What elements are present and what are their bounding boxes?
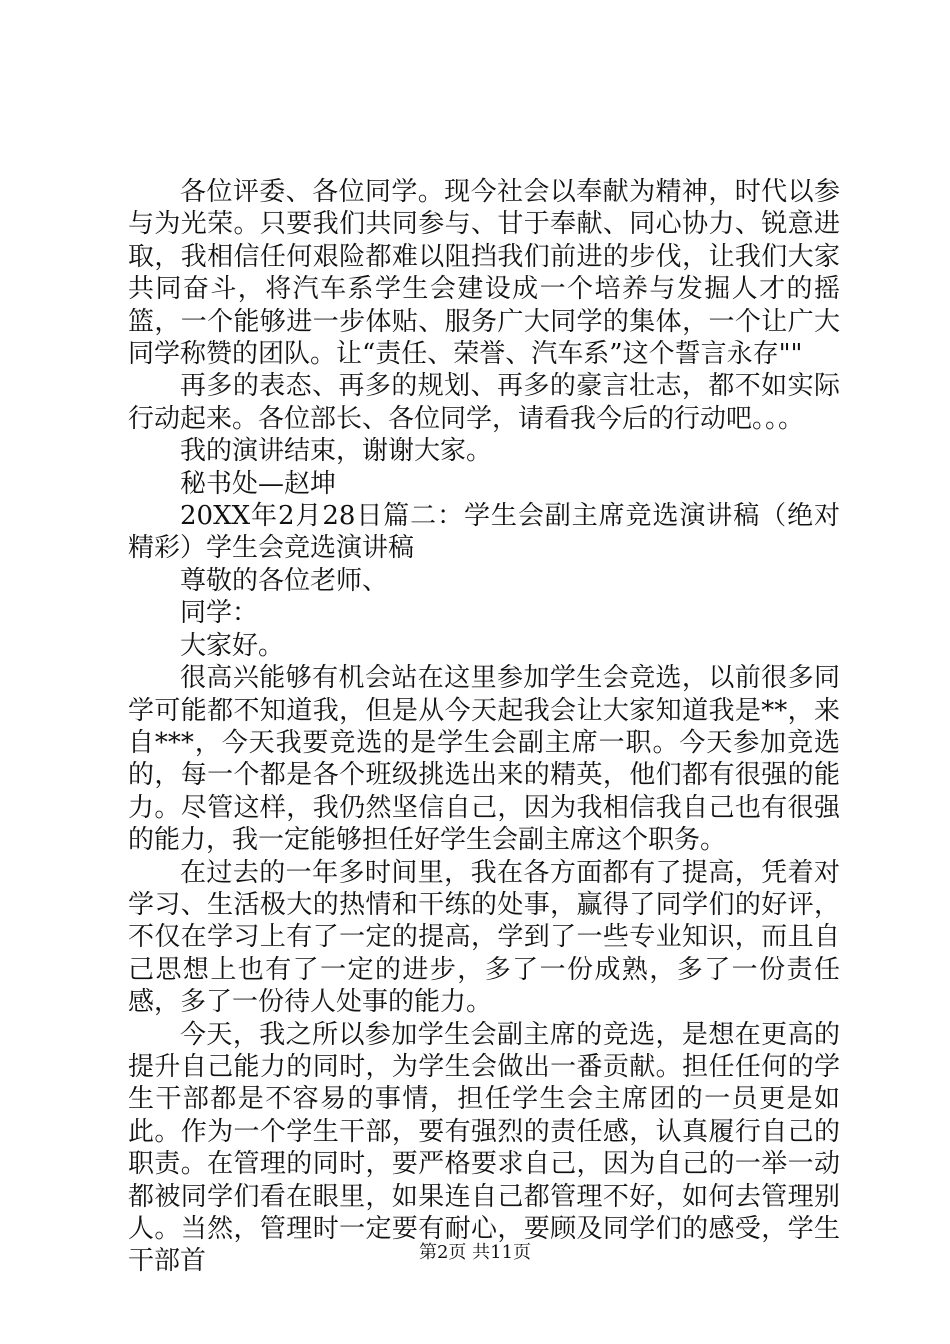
paragraph: 在过去的一年多时间里，我在各方面都有了提高，凭着对学习、生活极大的热情和干练的处事，赢得了同学们的好评，不仅在学习上有了一定的提高，学到了一些专业知识，而且自己思想上也有了一定的进步，多了一份成熟，多了一份责任感，多了一份待人处事的能力。 <box>128 857 840 1018</box>
paragraph: 今天，我之所以参加学生会副主席的竞选，是想在更高的提升自己能力的同时，为学生会做出一番贡献。担任任何的学生干部都是不容易的事情，担任学生会主席团的一员更是如此。作为一个学生干部，要有强烈的责任感，认真履行自己的职责。在管理的同时，要严格要求自己，因为自己的一举一动都被同学们看在眼里，如果连自己都管理不好，如何去管理别人。当然，管理时一定要有耐心，要顾及同学们的感受，学生干部首 <box>128 1019 840 1277</box>
paragraph: 20XX年2月28日篇二：学生会副主席竞选演讲稿（绝对精彩）学生会竞选演讲稿 <box>128 501 840 564</box>
paragraph: 很高兴能够有机会站在这里参加学生会竞选，以前很多同学可能都不知道我，但是从今天起我会让大家知道我是**，来自***，今天我要竞选的是学生会副主席一职。今天参加竞选的，每一个都是各个班级挑选出来的精英，他们都有很强的能力。尽管这样，我仍然坚信自己，因为我相信我自己也有很强的能力，我一定能够担任好学生会副主席这个职务。 <box>128 663 840 856</box>
paragraph: 再多的表态、再多的规划、再多的豪言壮志，都不如实际行动起来。各位部长、各位同学，请看我今后的行动吧。。。 <box>128 371 840 434</box>
paragraph: 秘书处—赵坤 <box>180 468 337 499</box>
paragraph: 同学： <box>180 598 259 629</box>
page-number-footer: 第2页 共11页 <box>418 1242 532 1263</box>
paragraph: 我的演讲结束，谢谢大家。 <box>180 436 493 467</box>
paragraph: 各位评委、各位同学。现今社会以奉献为精神，时代以参与为光荣。只要我们共同参与、甘于奉献、同心协力、锐意进取，我相信任何艰险都难以阻挡我们前进的步伐，让我们大家共同奋斗，将汽车系学生会建设成一个培养与发掘人才的摇篮，一个能够进一步体贴、服务广大同学的集体，一个让广大同学称赞的团队。让“责任、荣誉、汽车系”这个誓言永存"" <box>128 177 840 370</box>
document-body <box>128 176 840 1278</box>
paragraph: 大家好。 <box>180 630 285 661</box>
paragraph: 尊敬的各位老师、 <box>180 565 389 596</box>
